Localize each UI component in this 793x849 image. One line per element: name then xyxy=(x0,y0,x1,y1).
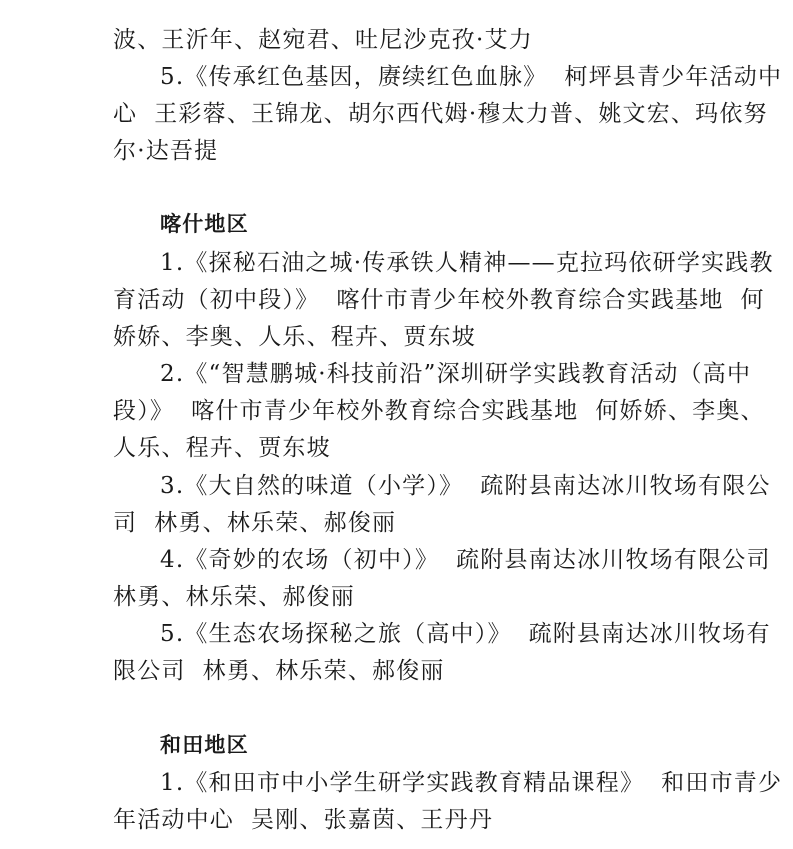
text-line: 育活动（初中段）》 喀什市青少年校外教育综合实践基地 何 xyxy=(113,287,765,313)
text-line: 5.《传承红色基因，赓续红色血脉》 柯坪县青少年活动中 xyxy=(160,64,783,90)
section-heading-hotan: 和田地区 xyxy=(160,732,249,757)
text-line: 人乐、程卉、贾东坡 xyxy=(113,435,331,461)
text-line: 司 林勇、林乐荣、郝俊丽 xyxy=(113,510,397,536)
text-line: 1.《探秘石油之城·传承铁人精神——克拉玛依研学实践教 xyxy=(160,250,774,276)
text-line: 娇娇、李奥、人乐、程卉、贾东坡 xyxy=(113,324,476,350)
text-line: 3.《大自然的味道（小学）》 疏附县南达冰川牧场有限公 xyxy=(160,473,771,499)
text-line: 限公司 林勇、林乐荣、郝俊丽 xyxy=(113,658,445,684)
text-line: 心 王彩蓉、王锦龙、胡尔西代姆·穆太力普、姚文宏、玛依努 xyxy=(113,101,768,127)
text-line: 波、王沂年、赵宛君、吐尼沙克孜·艾力 xyxy=(113,27,533,53)
text-line: 段）》 喀什市青少年校外教育综合实践基地 何娇娇、李奥、 xyxy=(113,398,765,424)
text-line: 林勇、林乐荣、郝俊丽 xyxy=(113,584,355,610)
text-line: 2.《“智慧鹏城·科技前沿”深圳研学实践教育活动（高中 xyxy=(160,361,752,387)
text-line: 1.《和田市中小学生研学实践教育精品课程》 和田市青少 xyxy=(160,770,783,796)
text-line: 4.《奇妙的农场（初中）》 疏附县南达冰川牧场有限公司 xyxy=(160,547,771,573)
text-line: 尔·达吾提 xyxy=(113,138,219,164)
text-line: 年活动中心 吴刚、张嘉茵、王丹丹 xyxy=(113,807,494,833)
text-line: 5.《生态农场探秘之旅（高中）》 疏附县南达冰川牧场有 xyxy=(160,621,771,647)
section-heading-kashgar: 喀什地区 xyxy=(160,211,249,236)
